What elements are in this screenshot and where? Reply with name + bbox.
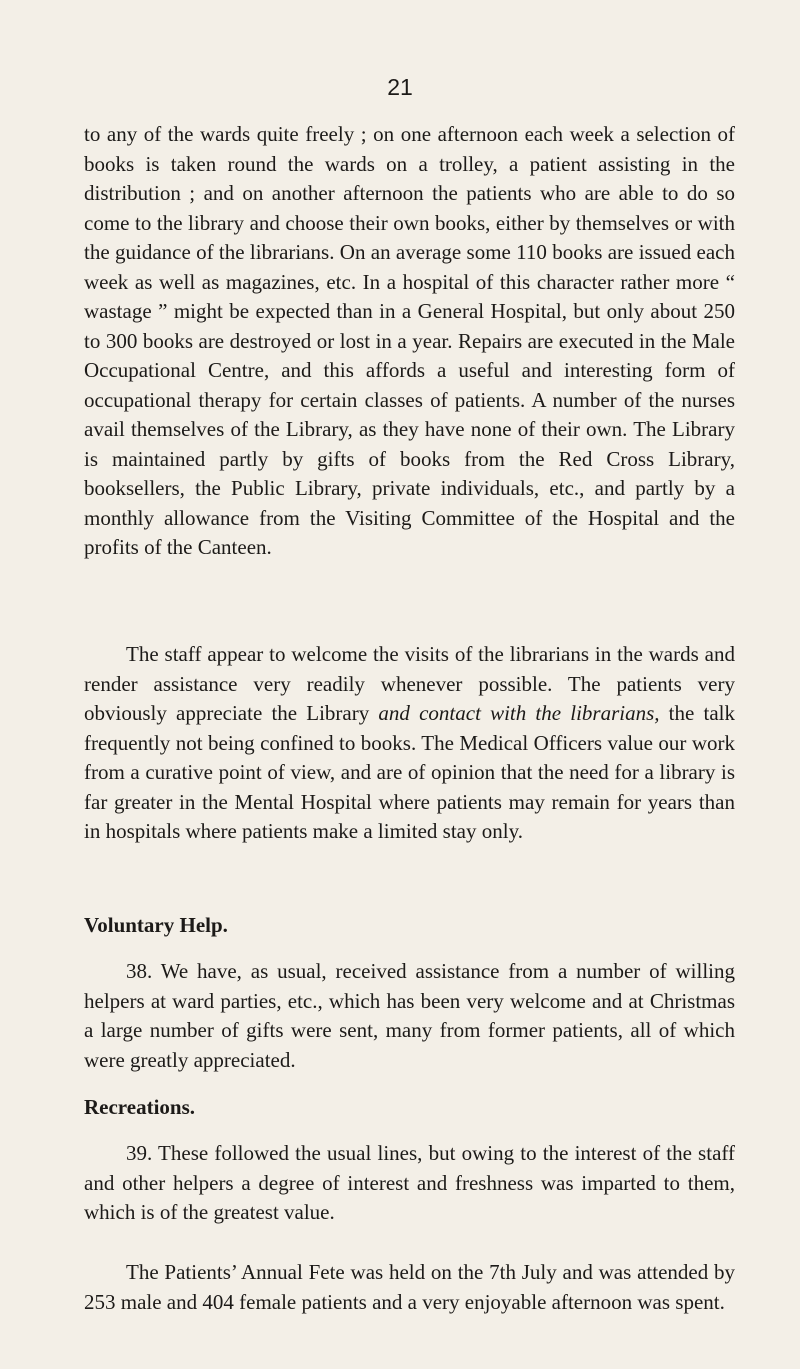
recreations-paragraph-2: The Patients’ Annual Fete was held on the 7th July and was attended by 253 male and 404 female patients and a very enjoyable afternoon was spent. bbox=[84, 1260, 735, 1314]
library-paragraph-1: to any of the wards quite freely ; on one afternoon each week a selection of books is taken round the wards on a trolley, a patient assisting in the distribution ; and on another afternoon the patients who are able to do so come to the library and choose their own books, either by themselves or with the guidance of the librarians. On an average some 110 books are issued each week as well as magazines, etc. In a hospital of this character rather more “ wastage ” might be expected than in a General Hospital, but only about 250 to 300 books are destroyed or lost in a year. Repairs are executed in the Male Occupational Centre, and this affords a useful and interesting form of occupational therapy for certain classes of patients. A number of the nurses avail themselves of the Library, as they have none of their own. The Library is maintained partly by gifts of books from the Red Cross Library, booksellers, the Public Library, private individuals, etc., and partly by a monthly allowance from the Visiting Committee of the Hospital and the profits of the Canteen. bbox=[84, 122, 735, 559]
voluntary-help-paragraph: 38. We have, as usual, received assistance from a number of willing helpers at ward parties, etc., which has been very welcome and at Christmas a large number of gifts were sent, many from former patients, all of which were greatly appreciated. bbox=[84, 959, 735, 1072]
voluntary-help-heading: Voluntary Help. bbox=[84, 913, 228, 937]
recreations-paragraph-1: 39. These followed the usual lines, but owing to the interest of the staff and other helpers a degree of interest and freshness was imparted to them, which is of the greatest value. bbox=[84, 1141, 735, 1224]
library-paragraph-2-end: the talk frequently not being confined to books. The Medical Officers value our work from a curative point of view, and are of opinion that the need for a library is far greater in the Mental Hospital where patients may remain for years than in hospitals where patients make a limited stay only. bbox=[84, 701, 735, 843]
recreations-heading: Recreations. bbox=[84, 1095, 195, 1119]
library-paragraph-2-italic: and contact with the librarians, bbox=[378, 701, 660, 725]
page-number: 21 bbox=[387, 74, 413, 100]
library-paragraph-2-start: The staff appear to welcome the visits of the librarians in the wards and render assistance very readily whenever possible. The patients very obviously appreciate the Library bbox=[84, 642, 735, 725]
library-paragraph-2 bbox=[84, 640, 735, 847]
